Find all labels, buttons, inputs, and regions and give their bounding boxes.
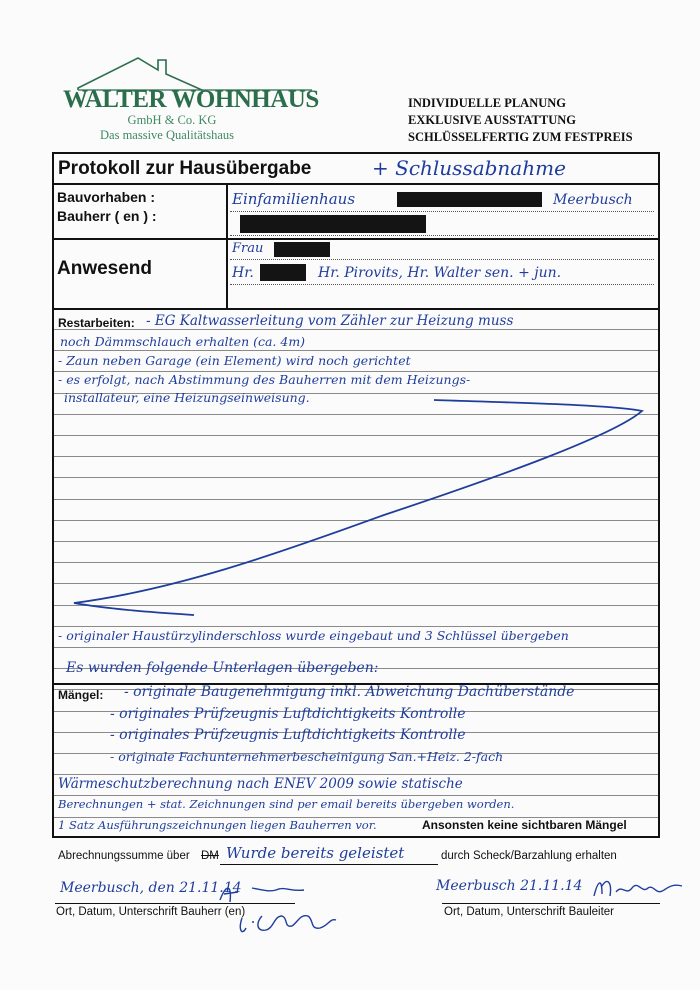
anwesend-label: Anwesend <box>57 258 153 279</box>
maengel-line-3: - originales Prüfzeugnis Luftdichtigkeits Kontrolle <box>110 727 466 743</box>
company-name: WALTER WOHNHAUS <box>63 86 319 113</box>
redaction-block <box>274 242 330 257</box>
redaction-block <box>260 264 306 281</box>
tagline-planung: INDIVIDUELLE PLANUNG <box>408 96 567 110</box>
company-legal-form: GmbH & Co. KG <box>127 113 217 127</box>
bauherr-place-date: Meerbusch, den 21.11.14 <box>60 880 242 896</box>
currency-struck: DM <box>201 850 219 862</box>
restarbeiten-line-1: - EG Kaltwasserleitung vom Zähler zur Heizung muss <box>146 313 514 329</box>
ruled-line <box>54 329 658 330</box>
bauleiter-place-date: Meerbusch 21.11.14 <box>436 878 583 894</box>
bauherr-label: Bauherr ( en ) : <box>57 208 157 224</box>
bauleiter-signature-label: Ort, Datum, Unterschrift Bauleiter <box>444 906 614 918</box>
maengel-line-4: - originale Fachunternehmerbescheinigung San.+Heiz. 2-fach <box>110 749 504 764</box>
tagline-festpreis: SCHLÜSSELFERTIG ZUM FESTPREIS <box>408 130 633 144</box>
closing-line-3: 1 Satz Ausführungszeichnungen liegen Bauherren vor. <box>58 818 377 832</box>
maengel-line-1: - originale Baugenehmigung inkl. Abweichung Dachüberstände <box>124 684 575 700</box>
restarbeiten-line-3: - Zaun neben Garage (ein Element) wird noch gerichtet <box>58 353 411 368</box>
restarbeiten-line-schloss: - originaler Haustürzylinderschloss wurde eingebaut und 3 Schlüssel übergeben <box>58 628 569 643</box>
tagline-ausstattung: EXKLUSIVE AUSSTATTUNG <box>408 113 576 127</box>
abrechnung-suffix: durch Scheck/Barzahlung erhalten <box>441 850 617 862</box>
abrechnung-label: Abrechnungssumme über <box>58 850 190 862</box>
anwesend-line-1: Frau <box>232 241 264 256</box>
redaction-block <box>397 192 542 207</box>
closing-line-1: Wärmeschutzberechnung nach ENEV 2009 sowie statische <box>58 776 463 792</box>
company-slogan: Das massive Qualitätshaus <box>100 128 235 142</box>
bauleiter-signature-icon <box>590 874 690 904</box>
anwesend-line-2b: Hr. Pirovits, Hr. Walter sen. + jun. <box>318 265 562 281</box>
restarbeiten-line-2: noch Dämmschlauch erhalten (ca. 4m) <box>60 334 306 349</box>
ruled-line <box>54 795 658 796</box>
maengel-line-2: - originales Prüfzeugnis Luftdichtigkeits Kontrolle <box>110 706 466 722</box>
restarbeiten-line-5: installateur, eine Heizungseinweisung. <box>64 390 310 405</box>
bauherr-signature-label: Ort, Datum, Unterschrift Bauherr (en) <box>56 906 246 918</box>
form-title: Protokoll zur Hausübergabe <box>58 158 312 179</box>
ruled-line <box>54 350 658 351</box>
ruled-line <box>54 774 658 775</box>
maengel-label: Mängel: <box>58 688 104 702</box>
abrechnung-value-handwritten: Wurde bereits geleistet <box>226 844 405 862</box>
title-addition-handwritten: + Schlussabnahme <box>372 156 566 180</box>
unterlagen-heading: Es wurden folgende Unterlagen übergeben: <box>66 660 379 676</box>
bauvorhaben-label: Bauvorhaben : <box>57 189 156 205</box>
bauvorhaben-location: Meerbusch <box>553 192 633 208</box>
no-visible-defects-text: Ansonsten keine sichtbaren Mängel <box>422 818 627 832</box>
restarbeiten-line-4: - es erfolgt, nach Abstimmung des Bauherren mit dem Heizungs- <box>58 372 471 387</box>
bauvorhaben-value: Einfamilienhaus <box>232 190 356 208</box>
anwesend-line-2a: Hr. <box>232 265 254 281</box>
ruled-line <box>54 647 658 648</box>
restarbeiten-label: Restarbeiten: <box>58 316 135 330</box>
strike-through-mark <box>54 395 658 630</box>
closing-line-2: Berechnungen + stat. Zeichnungen sind per email bereits übergeben worden. <box>58 797 515 811</box>
redaction-block <box>240 215 426 233</box>
